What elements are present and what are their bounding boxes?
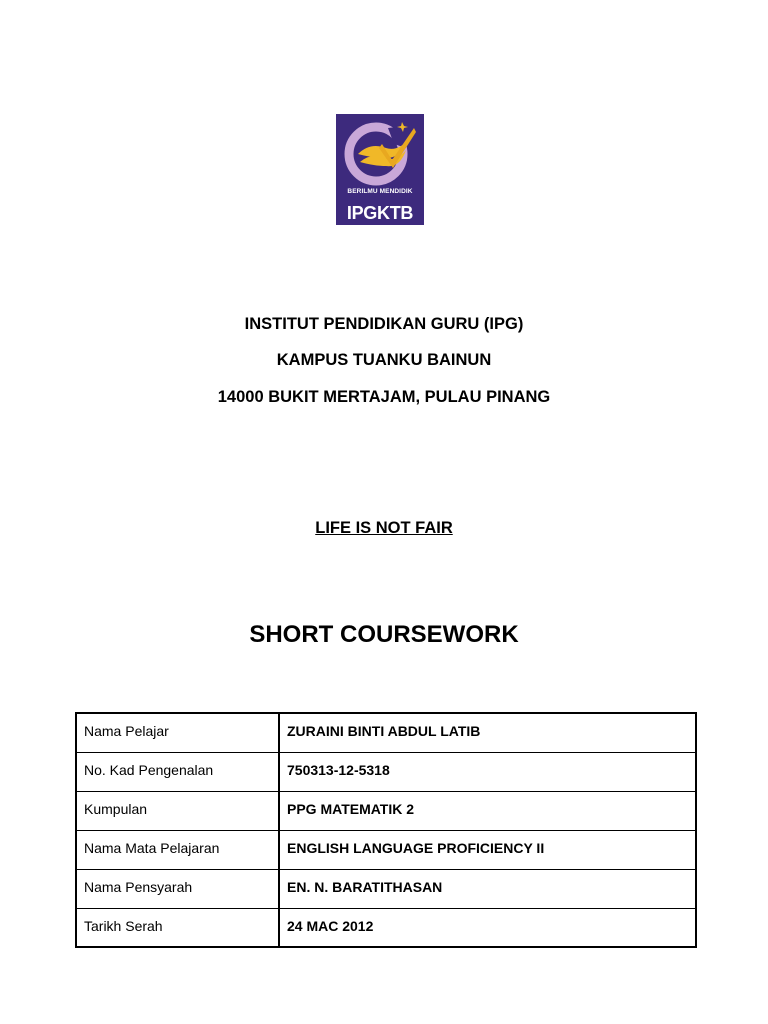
coursework-title: LIFE IS NOT FAIR bbox=[315, 519, 453, 537]
logo-emblem-icon bbox=[336, 114, 424, 190]
table-row bbox=[76, 752, 696, 791]
details-value: 24 MAC 2012 bbox=[279, 908, 696, 947]
table-row bbox=[76, 791, 696, 830]
details-label: Kumpulan bbox=[76, 791, 279, 830]
table-row bbox=[76, 869, 696, 908]
table-row bbox=[76, 908, 696, 947]
details-value: EN. N. BARATITHASAN bbox=[279, 869, 696, 908]
details-value: 750313-12-5318 bbox=[279, 752, 696, 791]
logo-motto: BERILMU MENDIDIK bbox=[347, 188, 413, 195]
details-label: No. Kad Pengenalan bbox=[76, 752, 279, 791]
institute-name: INSTITUT PENDIDIKAN GURU (IPG) bbox=[244, 315, 524, 333]
campus-address: 14000 BUKIT MERTAJAM, PULAU PINANG bbox=[217, 388, 551, 406]
details-label: Nama Mata Pelajaran bbox=[76, 830, 279, 869]
student-details-table bbox=[75, 712, 697, 948]
details-label: Tarikh Serah bbox=[76, 908, 279, 947]
details-label: Nama Pelajar bbox=[76, 713, 279, 752]
table-row bbox=[76, 830, 696, 869]
document-type: SHORT COURSEWORK bbox=[249, 621, 519, 648]
logo-name: IPGKTB bbox=[346, 203, 414, 223]
campus-name: KAMPUS TUANKU BAINUN bbox=[276, 351, 492, 369]
table-row bbox=[76, 713, 696, 752]
details-value: PPG MATEMATIK 2 bbox=[279, 791, 696, 830]
details-value: ENGLISH LANGUAGE PROFICIENCY II bbox=[279, 830, 696, 869]
details-label: Nama Pensyarah bbox=[76, 869, 279, 908]
details-value: ZURAINI BINTI ABDUL LATIB bbox=[279, 713, 696, 752]
institute-logo bbox=[336, 114, 424, 225]
